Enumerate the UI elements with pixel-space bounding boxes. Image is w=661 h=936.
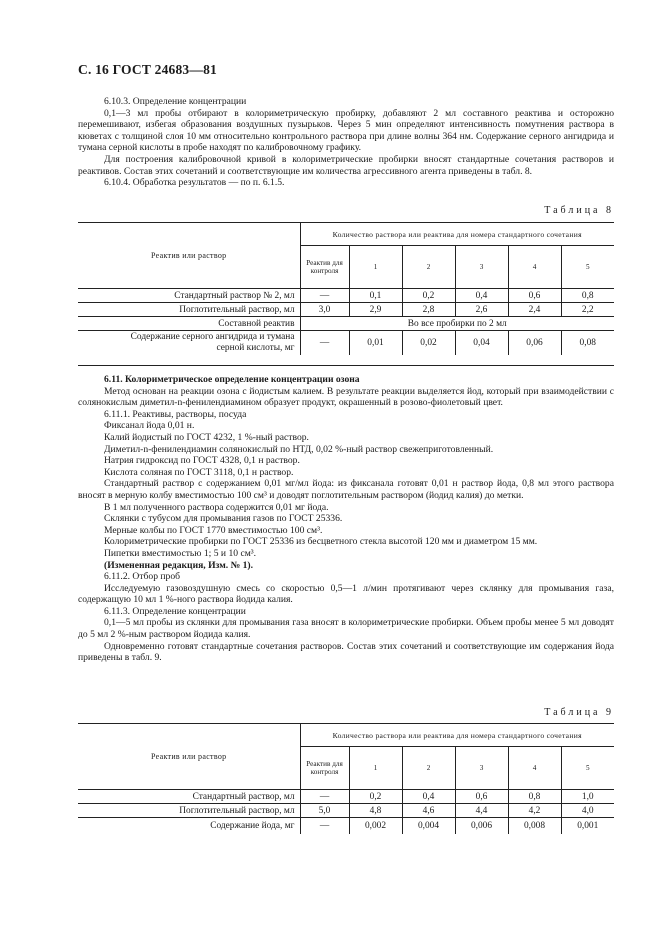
row-label-line: Содержание серного ангидрида и тумана bbox=[130, 332, 295, 342]
table-row bbox=[78, 317, 614, 331]
row-label bbox=[78, 331, 300, 356]
column-header-number: 4 bbox=[508, 246, 561, 289]
paragraph: Метод основан на реакции озона с йодистым калием. В результате реакции выделяется йод, который при взаимодействии с солянокислым диметил-n-фенилендиамином образует продукт, окрашенный в розово-фиолетовый цвет. bbox=[78, 385, 614, 409]
paragraph: Фиксанал йода 0,01 н. bbox=[104, 420, 195, 432]
cell-value: 0,02 bbox=[402, 331, 455, 356]
paragraph: Исследуемую газовоздушную смесь со скоростью 0,5—1 л/мин протягивают через склянку для промывания газа, содержащую 10 мл 1 %-ного раствора йодида калия. bbox=[78, 582, 614, 606]
cell-value: 0,08 bbox=[561, 331, 614, 356]
cell-control: 5,0 bbox=[300, 804, 349, 818]
row-label: Содержание йода, мг bbox=[210, 821, 295, 831]
cell-control: — bbox=[300, 818, 349, 835]
paragraph: Стандартный раствор с содержанием 0,01 мг/мл йода: из фиксанала готовят 0,01 н раствор йода, 0,8 мл этого раствора вносят в мерную колбу вместимостью 100 см³ и доводят поглотительным раствором (йодид калия) до метки. bbox=[78, 478, 614, 501]
paragraph: Кислота соляная по ГОСТ 3118, 0,1 н раствор. bbox=[104, 466, 294, 478]
section-6-10-text bbox=[78, 96, 614, 189]
table-caption: Таблица 8 bbox=[544, 205, 614, 216]
cell-value: 2,9 bbox=[349, 303, 402, 317]
cell-value: 0,06 bbox=[508, 331, 561, 356]
cell-merged: Во все пробирки по 2 мл bbox=[300, 317, 614, 331]
table-8 bbox=[78, 222, 614, 355]
paragraph: Пипетки вместимостью 1; 5 и 10 см³. bbox=[104, 547, 257, 559]
table-8-bottom-rule bbox=[78, 365, 614, 366]
section-6-11-text bbox=[78, 374, 614, 664]
cell-value: 4,0 bbox=[561, 804, 614, 818]
cell-value: 0,006 bbox=[455, 818, 508, 835]
cell-value: 0,001 bbox=[561, 818, 614, 835]
column-header-reagent: Реактив или раствор bbox=[78, 223, 300, 289]
column-header-number: 2 bbox=[402, 747, 455, 790]
cell-value: 0,002 bbox=[349, 818, 402, 835]
column-header-number: 2 bbox=[402, 246, 455, 289]
cell-value: 0,8 bbox=[561, 289, 614, 303]
cell-value: 0,01 bbox=[349, 331, 402, 356]
table-caption: Таблица 9 bbox=[544, 707, 614, 718]
cell-value: 0,6 bbox=[455, 790, 508, 804]
cell-value: 2,4 bbox=[508, 303, 561, 317]
row-label: Стандартный раствор, мл bbox=[78, 790, 300, 804]
column-header-number: 1 bbox=[349, 246, 402, 289]
paragraph: Натрия гидроксид по ГОСТ 4328, 0,1 н раствор. bbox=[104, 455, 300, 467]
cell-value: 0,4 bbox=[455, 289, 508, 303]
cell-value: 2,8 bbox=[402, 303, 455, 317]
column-header-number: 5 bbox=[561, 747, 614, 790]
column-header-reagent: Реактив или раствор bbox=[78, 724, 300, 790]
cell-value: 0,004 bbox=[402, 818, 455, 835]
table-row bbox=[78, 790, 614, 804]
row-label: Поглотительный раствор, мл bbox=[78, 804, 300, 818]
cell-control: — bbox=[300, 289, 349, 303]
paragraph: 6.11.2. Отбор проб bbox=[104, 571, 181, 583]
column-header-control: Реактив для контроля bbox=[300, 246, 349, 289]
cell-value: 0,6 bbox=[508, 289, 561, 303]
column-header-number: 1 bbox=[349, 747, 402, 790]
cell-value: 2,6 bbox=[455, 303, 508, 317]
paragraph: 0,1—3 мл пробы отбирают в колориметрическую пробирку, добавляют 2 мл составного реактива и осторожно перемешивают, избегая образования воздушных пузырьков. Через 5 мин определяют интенсивность помутнения раствора в кюветах с толщиной слоя 10 мм относительно контрольного раствора при длине волны 364 нм. Содержание серного ангидрида и тумана серной кислоты в пробе находят по калибровочному графику. bbox=[78, 107, 614, 154]
cell-value: 4,2 bbox=[508, 804, 561, 818]
cell-value: 0,04 bbox=[455, 331, 508, 356]
page-header: С. 16 ГОСТ 24683—81 bbox=[78, 62, 217, 77]
table-row bbox=[78, 331, 614, 356]
paragraph: 0,1—5 мл пробы из склянки для промывания газа вносят в колориметрические пробирки. Объем пробы менее 5 мл доводят до 5 мл 2 %-ным раствором йодида калия. bbox=[78, 617, 614, 641]
column-header-number: 4 bbox=[508, 747, 561, 790]
cell-value: 1,0 bbox=[561, 790, 614, 804]
amendment-note: (Измененная редакция, Изм. № 1). bbox=[104, 559, 254, 571]
cell-value: 4,6 bbox=[402, 804, 455, 818]
row-label: Составной реактив bbox=[78, 317, 300, 331]
cell-value: 2,2 bbox=[561, 303, 614, 317]
cell-value: 0,4 bbox=[402, 790, 455, 804]
paragraph: Мерные колбы по ГОСТ 1770 вместимостью 100 см³. bbox=[104, 524, 323, 536]
cell-control: — bbox=[300, 331, 349, 356]
table-9-block bbox=[78, 707, 614, 719]
table-row bbox=[78, 818, 614, 835]
row-label: Поглотительный раствор, мл bbox=[78, 303, 300, 317]
paragraph: Калий йодистый по ГОСТ 4232, 1 %-ный раствор. bbox=[104, 431, 309, 443]
paragraph: Колориметрические пробирки по ГОСТ 25336 из бесцветного стекла высотой 120 мм и диаметром 15 мм. bbox=[104, 536, 538, 548]
column-header-span: Количество раствора или реактива для номера стандартного сочетания bbox=[300, 223, 614, 246]
column-header-number: 3 bbox=[455, 246, 508, 289]
paragraph: 6.10.3. Определение концентрации bbox=[104, 96, 247, 107]
cell-value: 0,008 bbox=[508, 818, 561, 835]
paragraph: Одновременно готовят стандартные сочетания растворов. Состав этих сочетаний и соответствующие им содержания йода приведены в табл. 9. bbox=[78, 640, 614, 664]
cell-value: 0,1 bbox=[349, 289, 402, 303]
table-row bbox=[78, 289, 614, 303]
cell-value: 4,8 bbox=[349, 804, 402, 818]
row-label-line: серной кислоты, мг bbox=[216, 343, 295, 353]
paragraph: В 1 мл полученного раствора содержится 0,01 мг йода. bbox=[104, 501, 329, 513]
cell-value: 0,8 bbox=[508, 790, 561, 804]
paragraph: Для построения калибровочной кривой в колориметрические пробирки вносят стандартные сочетания растворов и реактивов. Состав этих сочетаний и соответствующие им количества агрессивного агента приведены в табл. 8. bbox=[78, 153, 614, 177]
paragraph: Склянки с тубусом для промывания газов по ГОСТ 25336. bbox=[104, 513, 343, 525]
section-title: 6.11. Колориметрическое определение концентрации озона bbox=[104, 374, 360, 385]
cell-value: 0,2 bbox=[349, 790, 402, 804]
column-header-control: Реактив для контроля bbox=[300, 747, 349, 790]
paragraph: Диметил-n-фенилендиамин солянокислый по НТД, 0,02 %-ный раствор свежеприготовленный. bbox=[104, 443, 494, 455]
column-header-number: 3 bbox=[455, 747, 508, 790]
cell-value: 0,2 bbox=[402, 289, 455, 303]
table-row bbox=[78, 303, 614, 317]
table-row bbox=[78, 804, 614, 818]
column-header-span: Количество раствора или реактива для номера стандартного сочетания bbox=[300, 724, 614, 747]
table-9 bbox=[78, 723, 614, 834]
column-header-number: 5 bbox=[561, 246, 614, 289]
row-label: Стандартный раствор № 2, мл bbox=[78, 289, 300, 303]
table-8-block bbox=[78, 205, 614, 217]
paragraph: 6.10.4. Обработка результатов — по п. 6.1.5. bbox=[104, 177, 285, 189]
paragraph: 6.11.3. Определение концентрации bbox=[104, 605, 246, 617]
cell-value: 4,4 bbox=[455, 804, 508, 818]
paragraph: 6.11.1. Реактивы, растворы, посуда bbox=[104, 408, 247, 420]
cell-control: 3,0 bbox=[300, 303, 349, 317]
cell-control: — bbox=[300, 790, 349, 804]
